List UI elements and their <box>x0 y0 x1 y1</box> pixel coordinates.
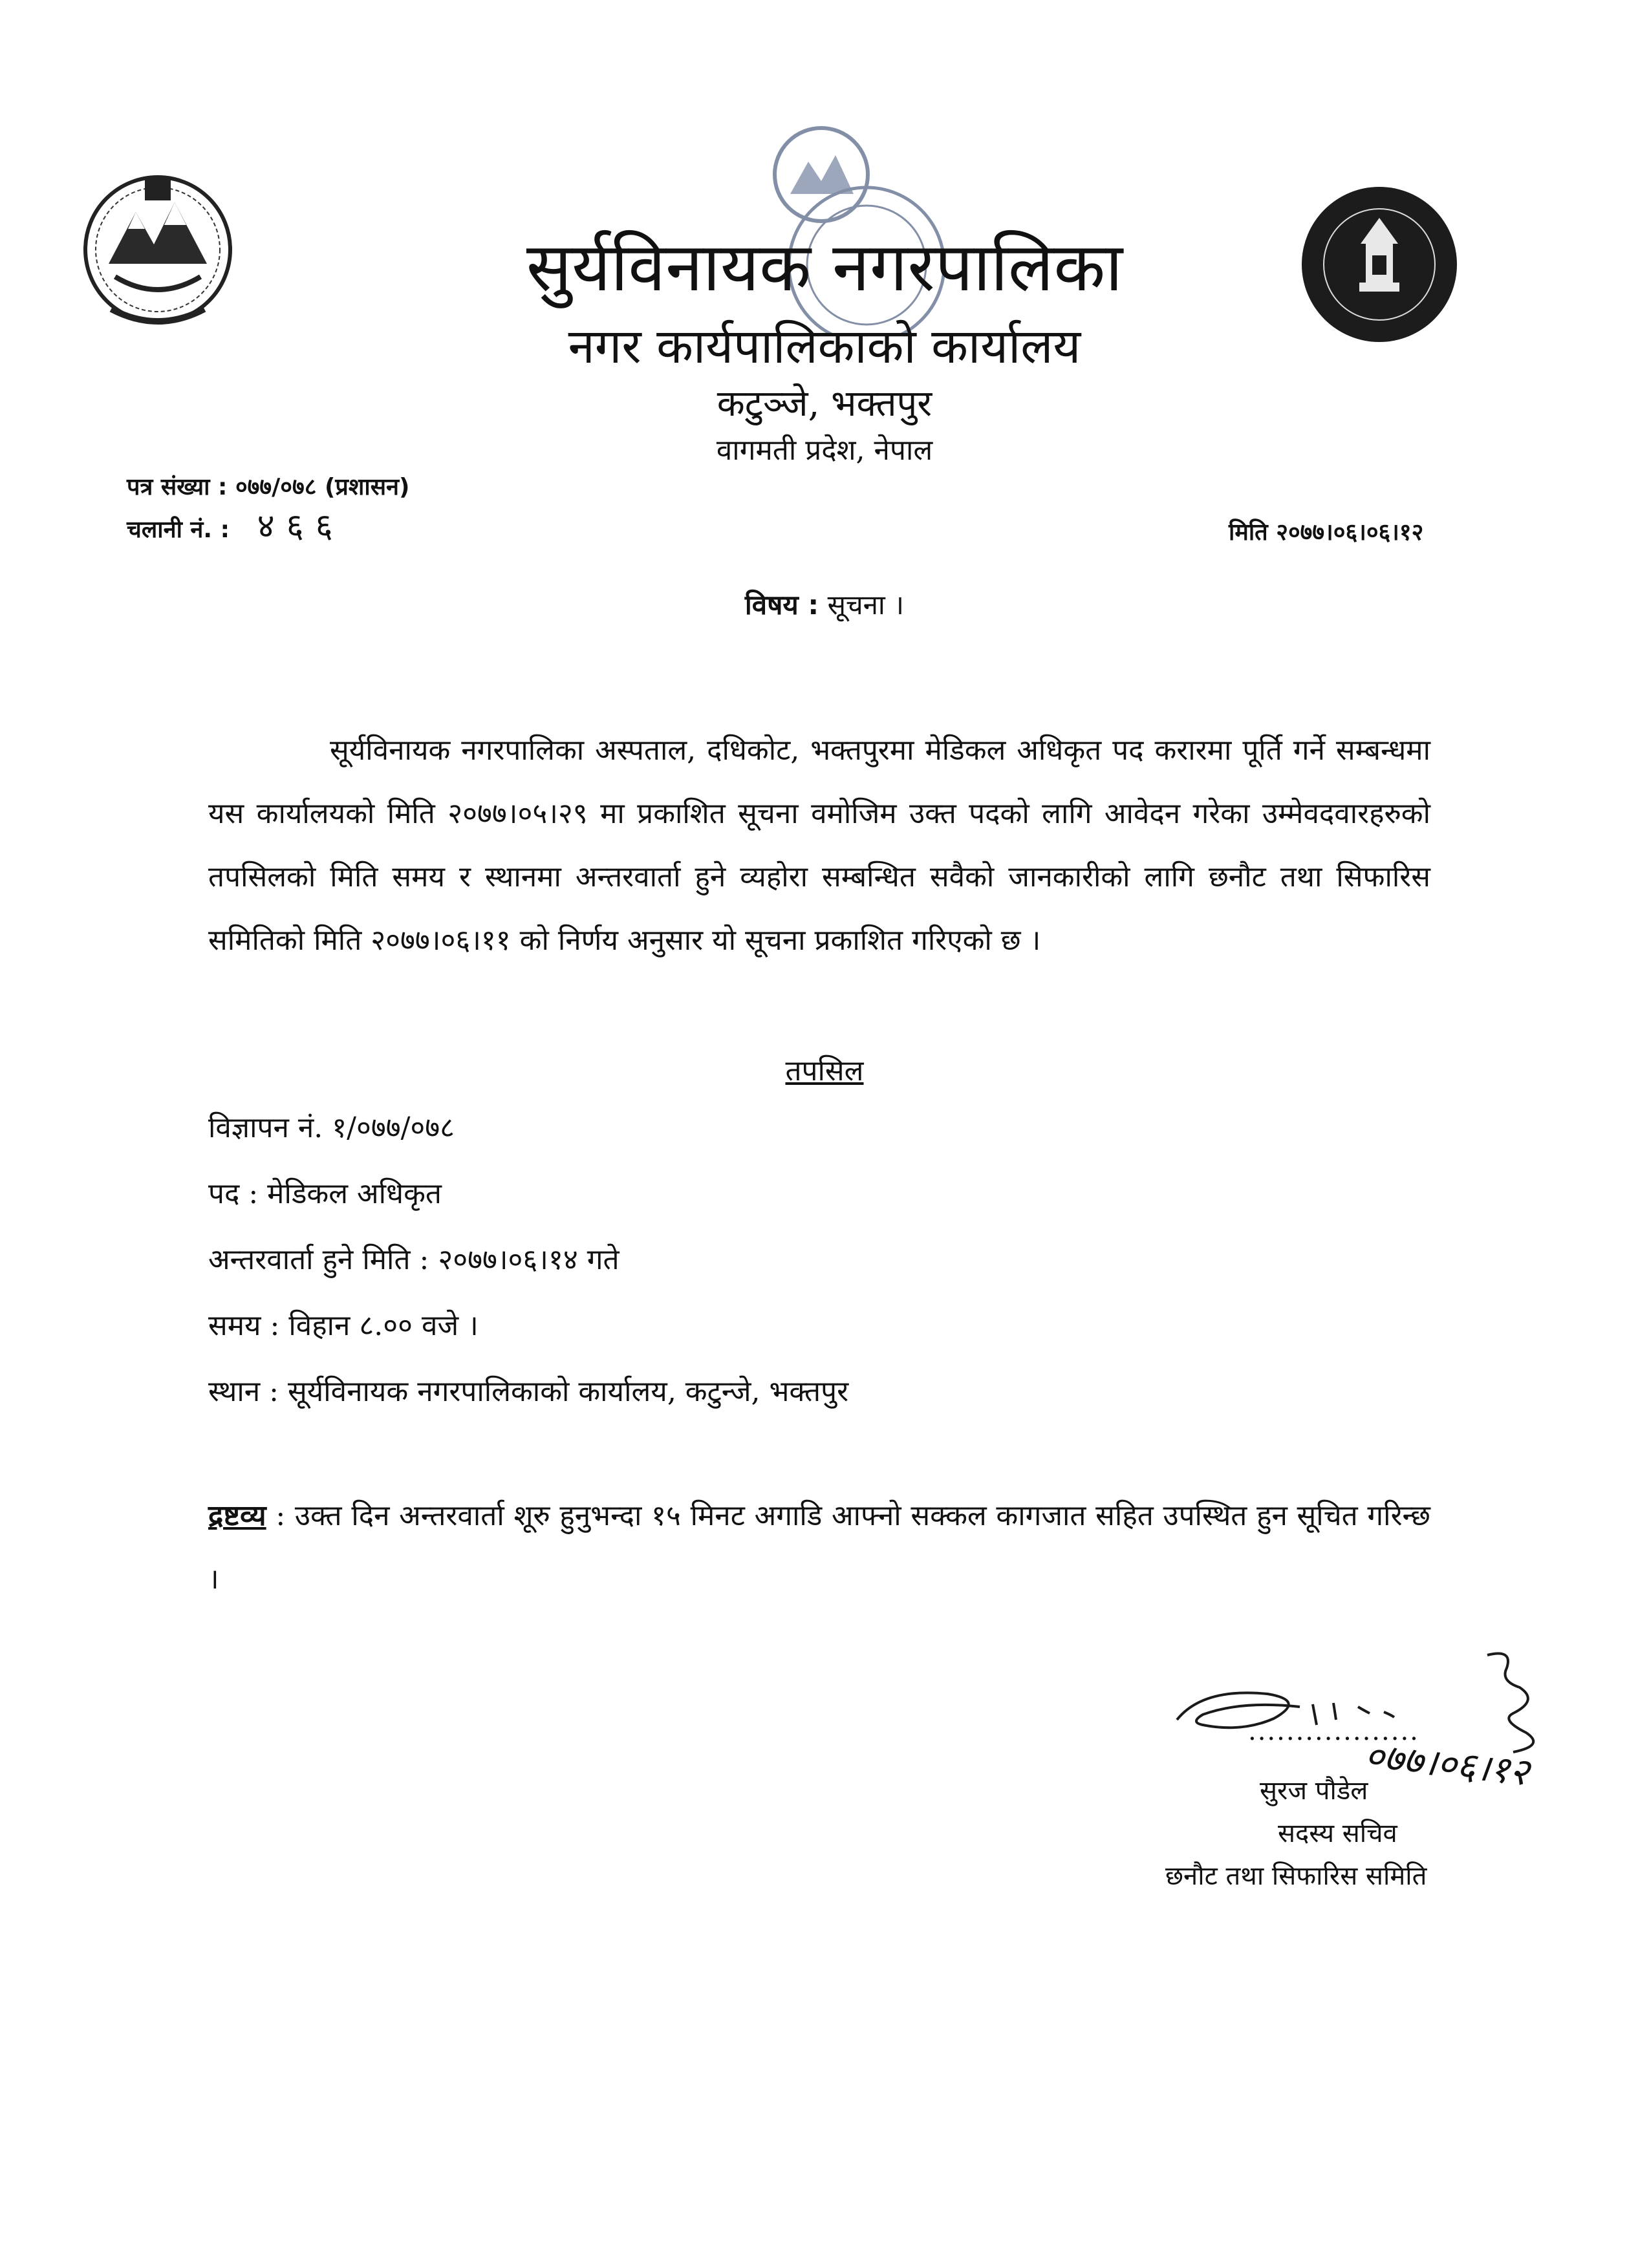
details-heading <box>0 1053 1649 1090</box>
signatory-committee: छनौट तथा सिफारिस समिति <box>1165 1861 1427 1891</box>
dispatch-number-value: ४६६ <box>257 507 345 546</box>
subject-label: विषय : <box>744 589 819 621</box>
signatory-name: सुरज पौडेल <box>1260 1776 1368 1806</box>
notice-paragraph: सूर्यविनायक नगरपालिका अस्पताल, दधिकोट, भक्तपुरमा मेडिकल अधिकृत पद करारमा पूर्ति गर्ने सम्बन्धमा यस कार्यालयको मिति २०७७।०५।२९ मा प्रकाशित सूचना वमोजिम उक्त पदको लागि आवेदन गरेका उम्मेवदवारहरुको तपसिलको मिति समय र स्थानमा अन्तरवार्ता हुने व्यहोरा सम्बन्धित सवैको जानकारीको लागि छनौट तथा सिफारिस समितिको मिति २०७७।०६।११ को निर्णय अनुसार यो सूचना प्रकाशित गरिएको छ । <box>208 734 1430 957</box>
detail-post: पद : मेडिकल अधिकृत <box>208 1177 442 1210</box>
signatory-designation: सदस्य सचिव <box>1278 1819 1397 1848</box>
detail-venue: स्थान : सूर्यविनायक नगरपालिकाको कार्यालय, कटुन्जे, भक्तपुर <box>208 1375 849 1408</box>
detail-interview-date: अन्तरवार्ता हुने मिति : २०७७।०६।१४ गते <box>208 1243 620 1276</box>
letter-number-value: : ०७७/०७८ (प्रशासन) <box>218 474 410 500</box>
letter-date: मिति २०७७।०६।०६।१२ <box>1229 519 1424 546</box>
note-label: द्रष्टव्य <box>208 1499 266 1532</box>
office-address: कटुञ्जे, भक्तपुर <box>717 383 932 425</box>
province-country: वागमती प्रदेश, नेपाल <box>716 434 933 467</box>
note-text: : उक्त दिन अन्तरवार्ता शूरु हुनुभन्दा १५ मिनट अगाडि आफ्नो सक्कल कागजात सहित उपस्थित हुन सूचित गरिन्छ । <box>208 1499 1430 1596</box>
dispatch-number-row <box>127 507 345 546</box>
details-heading-text: तपसिल <box>785 1054 864 1087</box>
signature-dots: .................. <box>1248 1717 1419 1746</box>
handwritten-date: ०७७।०६।१२ <box>1363 1733 1531 1795</box>
subject-value: सूचना । <box>827 589 905 621</box>
letter-number-label: पत्र संख्या <box>127 474 210 500</box>
detail-time: समय : विहान ८.०० वजे । <box>208 1309 479 1342</box>
municipality-title: सुर्यविनायक नगरपालिका <box>526 228 1123 306</box>
note-paragraph <box>208 1484 1430 1611</box>
detail-advertisement-no: विज्ञापन नं. १/०७७/०७८ <box>208 1111 455 1144</box>
office-name: नगर कार्यपालिकाको कार्यालय <box>568 319 1081 374</box>
subject-line <box>0 587 1649 623</box>
letter-number-row <box>127 472 409 503</box>
dispatch-number-label: चलानी नं. : <box>127 517 230 543</box>
